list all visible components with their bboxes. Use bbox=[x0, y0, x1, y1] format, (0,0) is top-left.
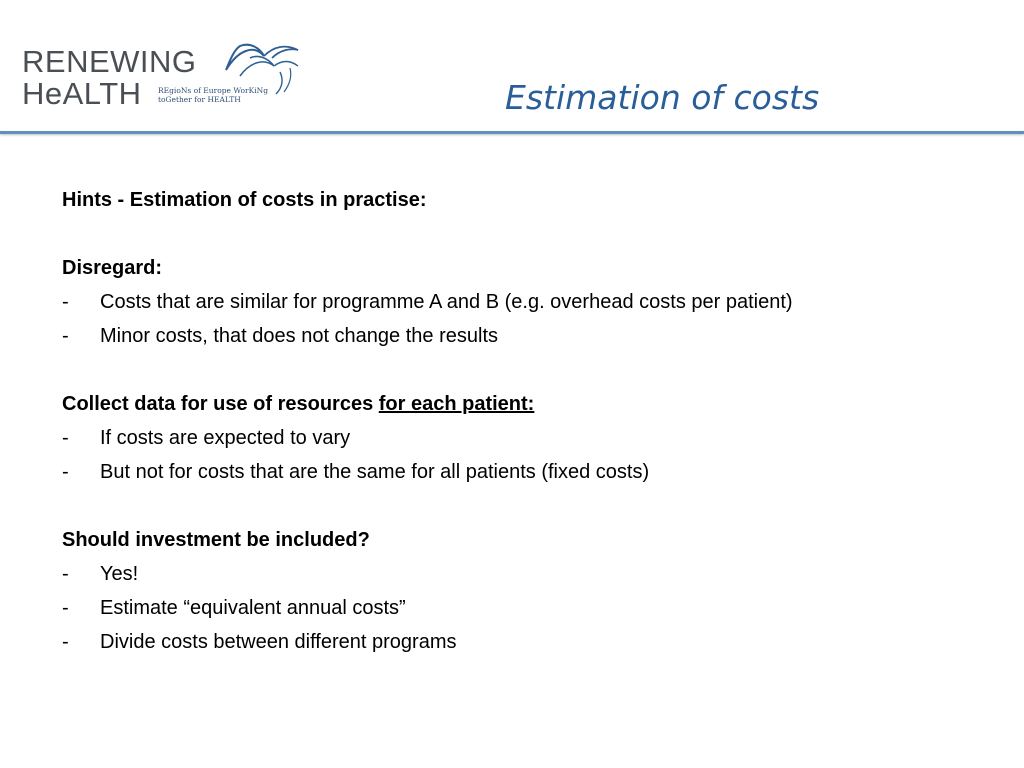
list-item-text: Costs that are similar for programme A and B (e.g. overhead costs per patient) bbox=[100, 291, 793, 313]
list-item bbox=[62, 557, 1002, 591]
logo-wordmark-line1: RENEWING bbox=[22, 44, 197, 79]
slide-title: Estimation of costs bbox=[505, 78, 820, 117]
list-item bbox=[62, 421, 1002, 455]
bullet-dash: - bbox=[62, 325, 69, 347]
logo-tagline-line1: REgioNs of Europe WorKiNg bbox=[158, 86, 269, 95]
heading-text: Collect data for use of resources bbox=[62, 393, 379, 415]
slide-body bbox=[62, 183, 1002, 659]
renewing-health-logo bbox=[22, 34, 302, 114]
list-item bbox=[62, 591, 1002, 625]
list-item-text: Divide costs between different programs bbox=[100, 631, 457, 653]
list-item bbox=[62, 319, 1002, 353]
logo-wordmark-line2: HeALTH bbox=[22, 76, 142, 111]
bullet-dash: - bbox=[62, 427, 69, 449]
list-item bbox=[62, 285, 1002, 319]
section-heading-collect-data bbox=[62, 387, 1002, 421]
logo-tagline bbox=[158, 86, 268, 104]
list-item-text: But not for costs that are the same for all patients (fixed costs) bbox=[100, 461, 650, 483]
bullet-dash: - bbox=[62, 597, 69, 619]
bullet-dash: - bbox=[62, 563, 69, 585]
section-heading-hints: Hints - Estimation of costs in practise: bbox=[62, 189, 427, 211]
logo-tagline-line2: toGether for HEALTH bbox=[158, 95, 241, 104]
bullet-dash: - bbox=[62, 631, 69, 653]
bullet-dash: - bbox=[62, 291, 69, 313]
list-item-text: Estimate “equivalent annual costs” bbox=[100, 597, 406, 619]
bullet-dash: - bbox=[62, 461, 69, 483]
list-item-text: If costs are expected to vary bbox=[100, 427, 351, 449]
section-heading-investment: Should investment be included? bbox=[62, 529, 370, 551]
list-item-text: Minor costs, that does not change the results bbox=[100, 325, 498, 347]
list-item bbox=[62, 455, 1002, 489]
heading-underlined-text: for each patient: bbox=[378, 393, 535, 415]
list-item-text: Yes! bbox=[100, 563, 139, 585]
header-divider bbox=[0, 131, 1024, 134]
list-item bbox=[62, 625, 1002, 659]
section-heading-disregard: Disregard: bbox=[62, 257, 163, 279]
